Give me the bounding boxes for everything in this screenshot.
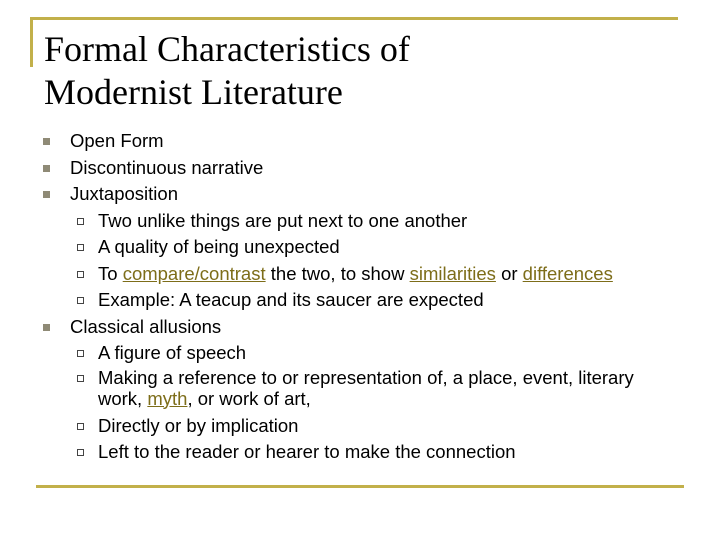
sub-bullet-text: , or work of art, — [187, 387, 311, 409]
hollow-square-bullet-icon — [77, 218, 84, 225]
bullet-label: Classical allusions — [70, 315, 222, 337]
link-similarities[interactable]: similarities — [409, 262, 496, 284]
hollow-square-bullet-icon — [77, 244, 84, 251]
bullet-label: Juxtaposition — [70, 183, 178, 204]
frame-left-line — [30, 17, 33, 67]
sub-bullet — [0, 261, 720, 288]
sub-bullet-text: Two unlike things are put next to one another — [98, 209, 468, 231]
sub-bullet-text: Making a reference to or representation of, a place, event, literary work, — [98, 366, 634, 409]
sub-bullet-text: A figure of speech — [98, 342, 247, 363]
frame-top-line — [30, 17, 678, 20]
hollow-square-bullet-icon — [77, 375, 84, 382]
link-differences[interactable]: differences — [522, 262, 613, 284]
bullet-juxtaposition — [0, 181, 720, 208]
square-bullet-icon — [43, 191, 50, 198]
hollow-square-bullet-icon — [77, 350, 84, 357]
square-bullet-icon — [43, 324, 50, 331]
sub-bullet — [0, 340, 720, 367]
sub-bullet-text: Example: A teacup and its saucer are expected — [98, 289, 484, 310]
bullet-label: Open Form — [70, 130, 164, 151]
hollow-square-bullet-icon — [77, 271, 84, 278]
slide-content — [0, 128, 720, 466]
hollow-square-bullet-icon — [77, 449, 84, 456]
hollow-square-bullet-icon — [77, 423, 84, 430]
bullet-label: Discontinuous narrative — [70, 156, 264, 178]
sub-bullet — [0, 367, 683, 409]
square-bullet-icon — [43, 138, 50, 145]
bullet-classical-allusions — [0, 314, 720, 341]
bullet-discontinuous-narrative — [0, 155, 720, 182]
sub-bullet — [0, 439, 720, 466]
sub-bullet-text: or — [495, 262, 523, 284]
slide-title-line-1: Formal Characteristics of — [44, 29, 410, 69]
bullet-open-form — [0, 128, 720, 155]
sub-bullet — [0, 208, 720, 235]
frame-bottom-line — [36, 485, 684, 488]
sub-bullet — [0, 413, 720, 440]
sub-bullet — [0, 234, 720, 261]
hollow-square-bullet-icon — [77, 297, 84, 304]
sub-bullet-text: A quality of being unexpected — [98, 236, 340, 257]
slide-title — [44, 28, 684, 114]
sub-bullet-text: Left to the reader or hearer to make the connection — [98, 441, 516, 462]
sub-bullet-text: the two, to show — [265, 262, 410, 284]
sub-bullet — [0, 287, 720, 314]
link-myth[interactable]: myth — [147, 387, 188, 409]
sub-bullet-text: Directly or by implication — [98, 414, 299, 436]
slide-title-line-2: Modernist Literature — [44, 72, 343, 112]
square-bullet-icon — [43, 165, 50, 172]
link-compare-contrast[interactable]: compare/contrast — [122, 262, 266, 284]
sub-bullet-text: To — [98, 262, 123, 284]
